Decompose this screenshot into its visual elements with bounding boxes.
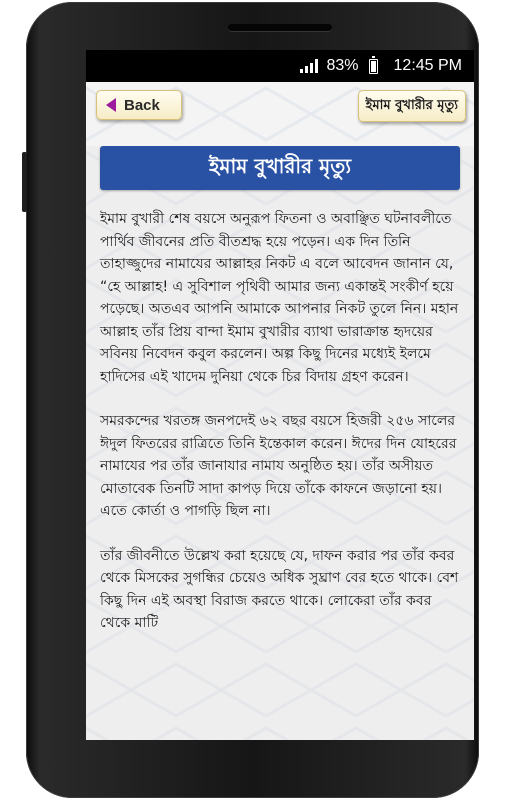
side-button xyxy=(22,152,27,212)
back-button[interactable] xyxy=(96,90,182,120)
phone-frame xyxy=(26,2,479,798)
article-paragraph: সমরকন্দের খরতঙ্গ জনপদেই ৬২ বছর বয়সে হিজরী ২৫৬ সালের ঈদুল ফিতরের রাত্রিতে তিনি ইন্তেকাল করেন। ঈদের দিন যোহরের নামাযের পর তাঁর জানাযার নামায অনুষ্ঠিত হয়। তাঁর অসীয়ত মোতাবেক তিনটি সাদা কাপড় দিয়ে তাঁকে কাফনে জড়ানো হয়। এতে কোর্তা ও পাগড়ি ছিল না। xyxy=(100,413,457,519)
article-paragraph: ইমাম বুখারী শেষ বয়সে অনুরূপ ফিতনা ও অবাঞ্ছিত ঘটনাবলীতে পার্থিব জীবনের প্রতি বীতশ্রদ্ধ হয়ে পড়েন। এক দিন তিনি তাহাজ্জুদের নামাযের আল্লাহর নিকট এ বলে আবেদন জানান যে, “হে আল্লাহ! এ সুবিশাল পৃথিবী আমার জন্য একান্তই সংকীর্ণ হয়ে পড়েছে। অতএব আপনি আমাকে আপনার নিকট তুলে নিন। মহান আল্লাহ তাঁর প্রিয় বান্দা ইমাম বুখারীর ব্যাথা ভারাক্রান্ত হৃদয়ের সবিনয় নিবেদন কবুল করলেন। অল্প কিছু দিনের মধ্যেই ইলমে হাদিসের এই খাদেম দুনিয়া থেকে চির বিদায় গ্রহণ করেন। xyxy=(100,211,459,385)
title-chip[interactable]: ইমাম বুখারীর মৃত্যু xyxy=(358,90,466,122)
app-toolbar xyxy=(86,82,474,146)
article-heading: ইমাম বুখারীর মৃত্যু xyxy=(100,146,460,190)
back-button-label: Back xyxy=(124,96,160,114)
earpiece-speaker xyxy=(228,24,332,31)
screen xyxy=(86,50,474,740)
battery-icon xyxy=(369,59,378,74)
signal-icon xyxy=(300,59,318,73)
back-arrow-icon xyxy=(106,98,116,112)
status-bar xyxy=(86,50,474,82)
battery-percent: 83% xyxy=(326,57,359,74)
article-content[interactable] xyxy=(86,146,474,740)
article-paragraph: তাঁর জীবনীতে উল্লেখ করা হয়েছে যে, দাফন করার পর তাঁর কবর থেকে মিসকের সুগন্ধির চেয়েও অধিক সুঘ্রাণ বের হতে থাকে। বেশ কিছু দিন এই অবস্থা বিরাজ করতে থাকে। লোকেরা তাঁর কবর থেকে মাটি xyxy=(100,547,459,631)
clock: 12:45 PM xyxy=(393,57,462,74)
